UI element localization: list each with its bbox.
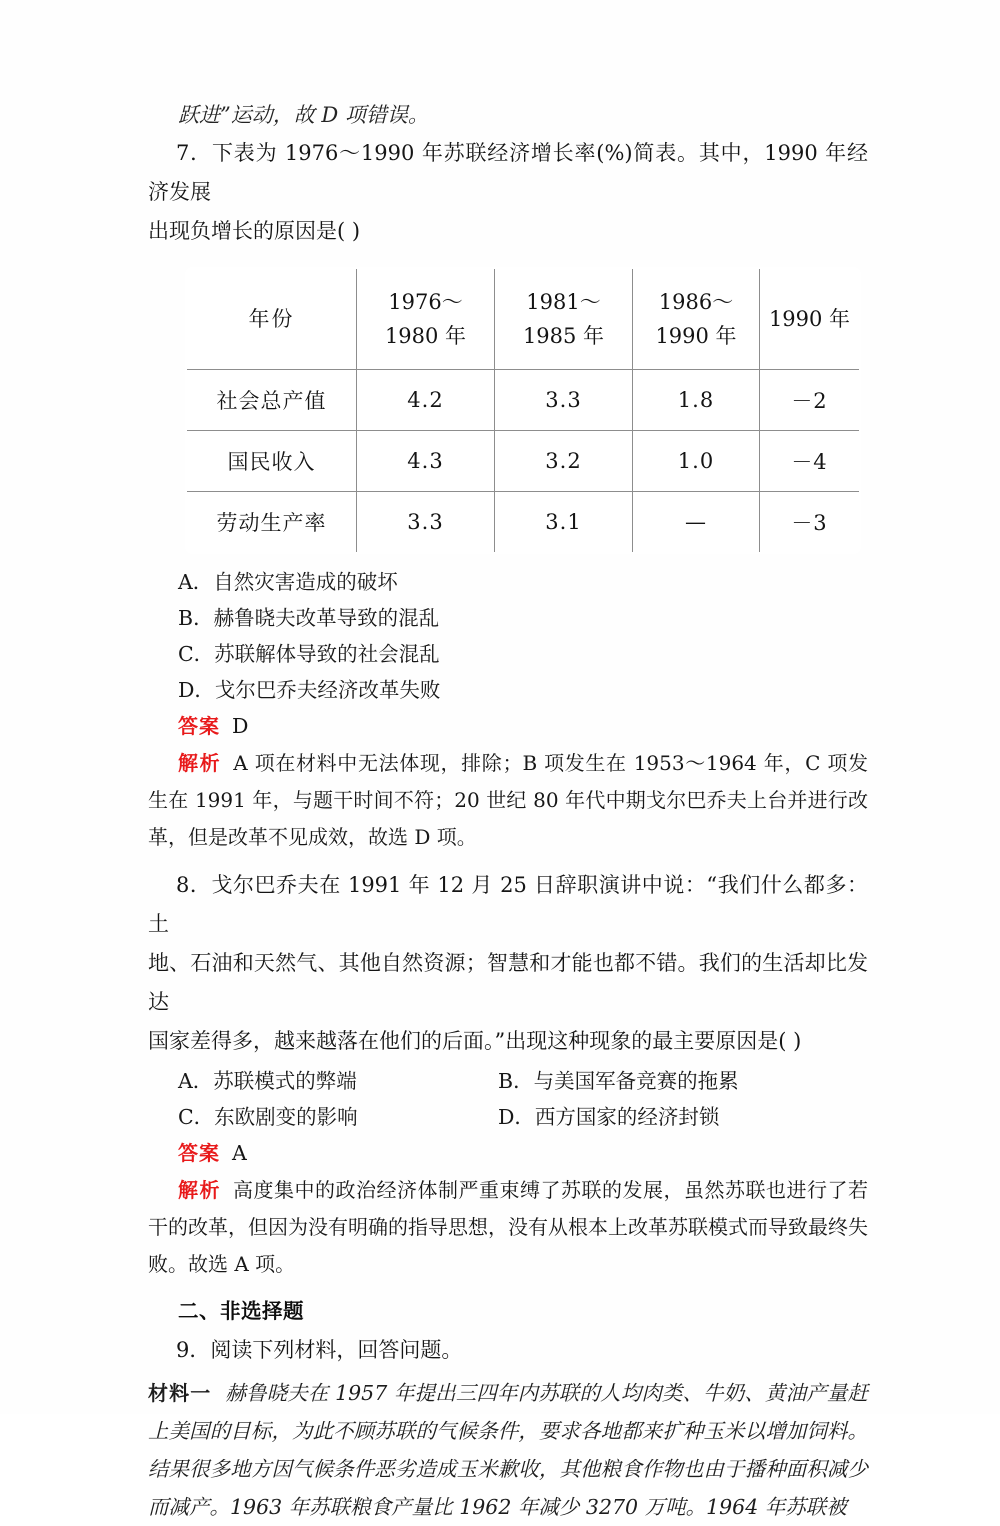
- table-cell-0-2: 1.8: [633, 370, 760, 431]
- question-9-stem-wrap: [148, 1331, 868, 1370]
- table-cell-2-1: 3.1: [495, 492, 633, 554]
- question-7-analysis: [148, 745, 868, 856]
- table-row: [186, 492, 860, 554]
- question-7-answer-row: [148, 708, 868, 745]
- table-cell-0-0: 4.2: [357, 370, 495, 431]
- table-row-label-1: 国民收入: [186, 431, 357, 492]
- analysis-label: 解析: [178, 751, 222, 775]
- table-header-period-3: 1986～ 1990 年: [633, 268, 760, 370]
- table-cell-2-2: —: [633, 492, 760, 554]
- table-cell-1-1: 3.2: [495, 431, 633, 492]
- table-row-label-0: 社会总产值: [186, 370, 357, 431]
- table-cell-2-3: －3: [760, 492, 861, 554]
- table-header-period-2: 1981～ 1985 年: [495, 268, 633, 370]
- question-7-stem-line-2: 出现负增长的原因是( ): [148, 219, 361, 243]
- section-heading-2: 二、非选择题: [178, 1299, 304, 1323]
- question-8-stem-line-3-wrap: [148, 1022, 868, 1061]
- table-header-year: 年份: [186, 268, 357, 370]
- question-7-stem-line-2-wrap: [148, 212, 868, 251]
- question-8-stem-line-1: 8．戈尔巴乔夫在 1991 年 12 月 25 日辞职演讲中说：“我们什么都多：土: [148, 873, 868, 936]
- question-8-analysis-text: 高度集中的政治经济体制严重束缚了苏联的发展，虽然苏联也进行了若干的改革，但因为没有明确的指导思想，没有从根本上改革苏联模式而导致最终失败。故选 A 项。: [148, 1178, 868, 1276]
- material-one-paragraph: [148, 1374, 868, 1526]
- question-9-stem: 9．阅读下列材料，回答问题。: [176, 1338, 463, 1362]
- question-8-stem-line-3: 国家差得多，越来越落在他们的后面。”出现这种现象的最主要原因是( ): [148, 1029, 802, 1053]
- question-8-answer-value: A: [232, 1141, 247, 1165]
- soviet-growth-table-wrapper: [185, 267, 851, 554]
- question-8-option-a[interactable]: A．苏联模式的弊端: [178, 1069, 357, 1093]
- table-cell-1-3: －4: [760, 431, 861, 492]
- table-cell-1-2: 1.0: [633, 431, 760, 492]
- question-8-option-c[interactable]: C．东欧剧变的影响: [178, 1105, 358, 1129]
- table-cell-0-3: －2: [760, 370, 861, 431]
- table-header-period-4: 1990 年: [760, 268, 861, 370]
- material-one-label: 材料一: [148, 1381, 212, 1405]
- question-7-option-a[interactable]: A．自然灾害造成的破坏: [178, 570, 398, 594]
- answer-label: 答案: [178, 1141, 220, 1165]
- question-8-option-d[interactable]: D．西方国家的经济封锁: [498, 1105, 720, 1129]
- page-content: [148, 96, 868, 1526]
- analysis-label: 解析: [178, 1178, 221, 1202]
- question-8-stem: [148, 866, 868, 944]
- question-8-stem-line-2: 地、石油和天然气、其他自然资源；智慧和才能也都不错。我们的生活却比发达: [148, 951, 868, 1014]
- material-one-text: 赫鲁晓夫在 1957 年提出三四年内苏联的人均肉类、牛奶、黄油产量赶上美国的目标，为此不顾苏联的气候条件，要求各地都来扩种玉米以增加饲料。结果很多地方因气候条件恶劣造成玉米歉收，其他粮食作物也由于播种面积减少而减产。1963 年苏联粮食产量比 1962 年减少 3270 万吨。1964 年苏联被: [148, 1381, 869, 1519]
- question-7-answer-value: D: [232, 714, 249, 738]
- question-7-options: [148, 564, 868, 708]
- table-header-row: [186, 268, 860, 370]
- question-8-stem-line-2-wrap: [148, 944, 868, 1022]
- question-7-option-c[interactable]: C．苏联解体导致的社会混乱: [178, 642, 440, 666]
- answer-label: 答案: [178, 714, 220, 738]
- carryover-line: 跃进”运动，故 D 项错误。: [178, 103, 429, 127]
- table-cell-0-1: 3.3: [495, 370, 633, 431]
- soviet-growth-table: [185, 267, 861, 554]
- question-8-option-b[interactable]: B．与美国军备竞赛的拖累: [498, 1069, 739, 1093]
- question-7-analysis-text: A 项在材料中无法体现，排除；B 项发生在 1953～1964 年，C 项发生在 1991 年，与题干时间不符；20 世纪 80 年代中期戈尔巴乔夫上台并进行改革，但是改革不见成效，故选 D 项。: [148, 751, 869, 849]
- question-7-option-d[interactable]: D．戈尔巴乔夫经济改革失败: [178, 678, 441, 702]
- table-row-label-2: 劳动生产率: [186, 492, 357, 554]
- question-7-stem-line-1: 7．下表为 1976～1990 年苏联经济增长率(%)简表。其中，1990 年经济发展: [148, 141, 868, 204]
- question-8-options: [148, 1063, 868, 1135]
- table-row: [186, 370, 860, 431]
- table-row: [186, 431, 860, 492]
- question-8-analysis: [148, 1172, 868, 1283]
- table-header-period-1: 1976～ 1980 年: [357, 268, 495, 370]
- question-8-answer-row: [148, 1135, 868, 1172]
- table-cell-2-0: 3.3: [357, 492, 495, 554]
- question-8-options-row-1: [148, 1063, 868, 1099]
- question-8-options-row-2: [148, 1099, 868, 1135]
- question-7-option-b[interactable]: B．赫鲁晓夫改革导致的混乱: [178, 606, 440, 630]
- table-cell-1-0: 4.3: [357, 431, 495, 492]
- question-7-stem: [148, 134, 868, 212]
